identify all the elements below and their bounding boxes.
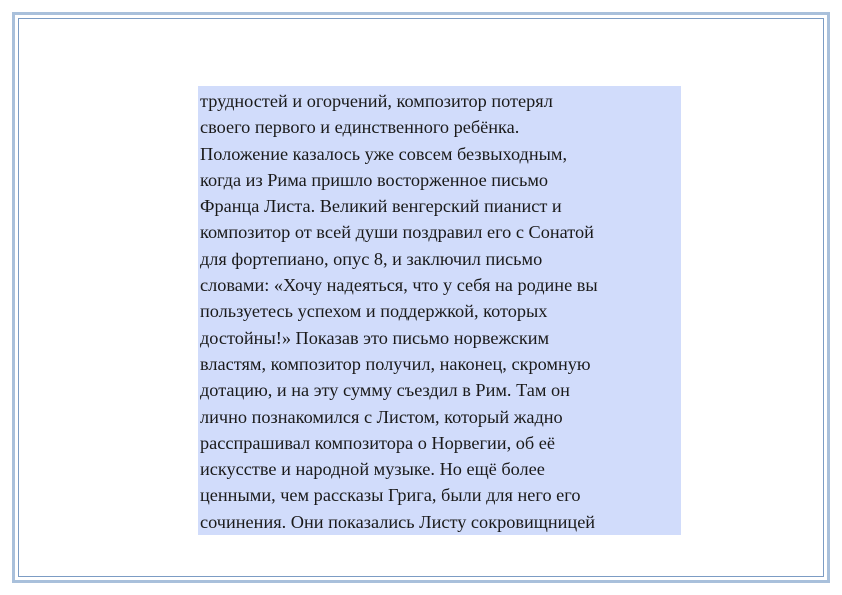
text-line: для фортепиано, опус 8, и заключил письмо [200,248,543,269]
text-line: ценными, чем рассказы Грига, были для него его [200,485,581,506]
text-line: искусстве и народной музыке. Но ещё более [200,459,545,480]
text-line: трудностей и огорчений, композитор потерял [200,91,553,111]
text-line: композитор от всей души поздравил его с Сонатой [200,222,594,243]
text-line: словами: «Хочу надеяться, что у себя на родине вы [200,275,598,296]
text-line: расспрашивал композитора о Норвегии, об её [200,432,555,453]
text-line: своего первого и единственного ребёнка. [200,117,520,138]
text-line: властям, композитор получил, наконец, скромную [200,353,591,374]
text-line: сочинения. Они показались Листу сокровищницей [200,511,596,532]
text-line: лично познакомился с Листом, который жадно [200,406,563,427]
text-line: когда из Рима пришло восторженное письмо [200,169,549,190]
text-line: дотацию, и на эту сумму съездил в Рим. Там он [200,380,570,401]
text-line: пользуетесь успехом и поддержкой, которых [200,301,548,322]
text-block [198,86,681,535]
text-line: Франца Листа. Великий венгерский пианист и [200,196,562,217]
text-line: Положение казалось уже совсем безвыходным, [200,143,568,164]
text-line: достойны!» Показав это письмо норвежским [200,327,550,348]
